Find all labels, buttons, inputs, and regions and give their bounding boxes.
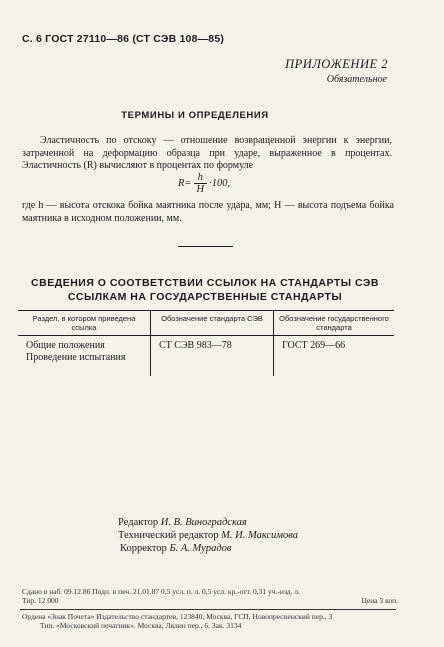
price: Цена 3 коп. xyxy=(361,596,398,605)
print-run: Тир. 12 000 xyxy=(22,596,59,605)
appendix-title: ПРИЛОЖЕНИЕ 2 xyxy=(285,57,388,71)
page-header: С. 6 ГОСТ 27110—86 (СТ СЭВ 108—85) xyxy=(22,33,225,45)
reference-title-line1: СВЕДЕНИЯ О СООТВЕТСТВИИ ССЫЛОК НА СТАНДАРТЫ СЭВ xyxy=(31,277,379,289)
editor-label: Редактор xyxy=(118,517,159,528)
publication-line: Сдано в наб. 09.12.86 Подп. в печ. 21.01.87 0,5 усл. п. л. 0,5 усл. кр.-отт. 0,31 уч.-изд. л. xyxy=(22,587,300,596)
publisher-line: Ордена «Знак Почета» Издательство стандартов, 123840, Москва, ГСП, Новопресненский пер., 3 xyxy=(22,612,333,621)
reference-title xyxy=(0,276,410,304)
editor-line xyxy=(118,516,298,529)
footer-divider xyxy=(20,609,396,610)
reference-table xyxy=(18,310,394,376)
formula-denominator: H xyxy=(196,184,205,195)
formula-lhs: R= xyxy=(178,177,192,189)
variables-explanation: где h — высота отскока бойка маятника после удара, мм; H — высота подъема бойка маятника в исходном положении, мм. xyxy=(22,200,394,224)
column-header-section: Раздел, в котором приведена ссылка xyxy=(18,311,151,336)
editor-name: И. В. Виноградская xyxy=(160,517,247,528)
definition-paragraph: Эластичность по отскоку — отношение возвращенной энергии к энергии, затраченной на деформацию образца при ударе, выраженное в процентах. Эластичность (R) вычисляют в процентах по формуле xyxy=(22,135,392,171)
table-row xyxy=(18,336,394,377)
table-header-row xyxy=(18,311,394,336)
appendix-subtitle: Обязательное xyxy=(326,74,387,85)
formula-numerator: h xyxy=(194,172,208,184)
section-line: Проведение испытания xyxy=(26,352,126,363)
section-line: Общие положения xyxy=(26,340,105,351)
imprint-footer xyxy=(22,612,398,630)
cell-section xyxy=(18,336,151,377)
terms-heading: ТЕРМИНЫ И ОПРЕДЕЛЕНИЯ xyxy=(121,110,269,121)
section-divider xyxy=(178,246,233,247)
cell-gost-standard: ГОСТ 269—66 xyxy=(274,336,395,377)
printer-line: Тип. «Московский печатник». Москва, Лялин пер., 6. Зак. 3134 xyxy=(40,621,242,630)
elasticity-formula xyxy=(178,172,230,195)
proofreader-label: Корректор xyxy=(120,543,167,554)
column-header-cmea: Обозначение стандарта СЭВ xyxy=(151,311,274,336)
column-header-gost: Обозначение государственного стандарта xyxy=(274,311,395,336)
publication-info xyxy=(22,587,398,605)
formula-rhs: ·100, xyxy=(209,177,231,189)
credits-block xyxy=(118,516,298,555)
cell-cmea-standard: СТ СЭВ 983—78 xyxy=(151,336,274,377)
proofreader-name: Б. А. Мурадов xyxy=(169,543,232,554)
formula-fraction xyxy=(194,172,208,195)
proofreader-line xyxy=(118,542,298,555)
reference-title-line2: ССЫЛКАМ НА ГОСУДАРСТВЕННЫЕ СТАНДАРТЫ xyxy=(67,291,343,303)
tech-editor-label: Технический редактор xyxy=(118,530,219,541)
tech-editor-name: М. И. Максимова xyxy=(221,530,298,541)
tech-editor-line xyxy=(118,529,298,542)
publication-line2 xyxy=(22,596,398,605)
